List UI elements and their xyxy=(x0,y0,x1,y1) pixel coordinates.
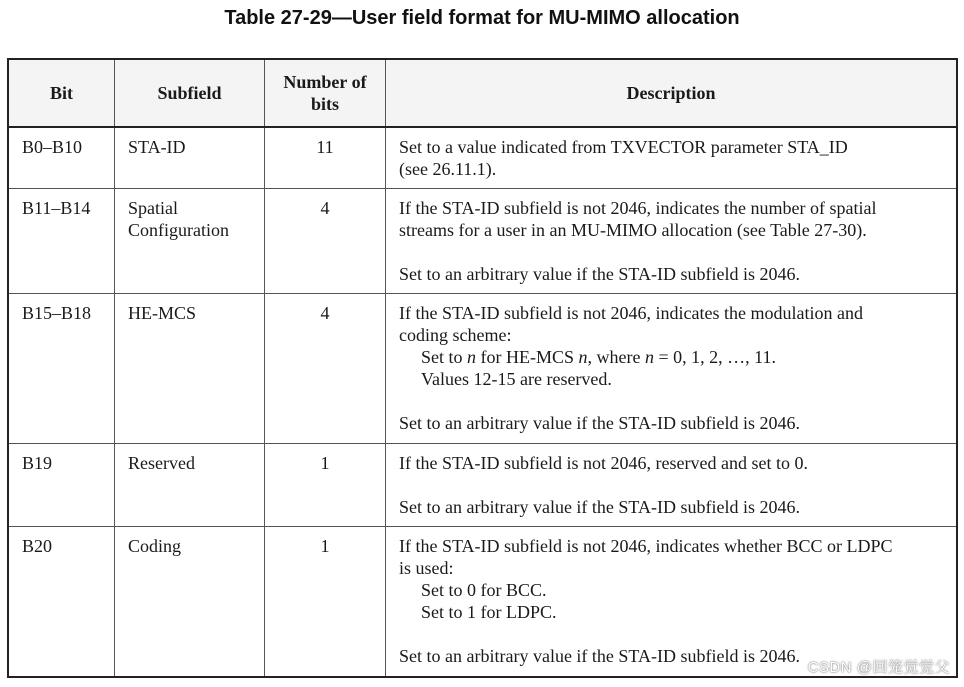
header-number-of-bits-line2: bits xyxy=(310,94,339,114)
header-subfield: Subfield xyxy=(115,60,265,128)
paragraph-gap xyxy=(399,623,946,645)
header-number-of-bits xyxy=(265,60,386,128)
desc-text: = 0, 1, 2, …, 11. xyxy=(654,346,776,367)
desc-line: If the STA-ID subfield is not 2046, indicates the number of spatial xyxy=(399,197,877,218)
cell-number-of-bits: 4 xyxy=(265,188,386,293)
cell-number-of-bits: 11 xyxy=(265,127,386,188)
desc-variable: n xyxy=(578,346,588,367)
desc-sub-item: Set to 0 for BCC. xyxy=(421,579,547,600)
cell-description xyxy=(386,188,957,293)
paragraph-gap xyxy=(399,390,946,412)
desc-line: (see 26.11.1). xyxy=(399,159,497,179)
desc-sub-item xyxy=(399,346,946,368)
cell-bit: B11–B14 xyxy=(9,188,115,293)
table-row xyxy=(9,526,957,676)
cell-description xyxy=(386,293,957,443)
cell-subfield: Reserved xyxy=(115,443,265,526)
desc-line: If the STA-ID subfield is not 2046, reserved and set to 0. xyxy=(399,452,808,473)
desc-text: Set to xyxy=(421,346,468,367)
cell-bit: B0–B10 xyxy=(9,127,115,188)
paragraph-gap xyxy=(399,474,946,496)
cell-subfield: HE-MCS xyxy=(115,293,265,443)
header-description: Description xyxy=(386,60,957,128)
table-row xyxy=(9,443,957,526)
desc-line: Set to an arbitrary value if the STA-ID subfield is 2046. xyxy=(399,645,800,666)
desc-sub-item: Values 12-15 are reserved. xyxy=(421,368,612,389)
cell-bit: B15–B18 xyxy=(9,293,115,443)
cell-description xyxy=(386,127,957,188)
header-row xyxy=(9,60,957,128)
table-row xyxy=(9,127,957,188)
desc-line: Set to an arbitrary value if the STA-ID subfield is 2046. xyxy=(399,263,800,284)
header-bit: Bit xyxy=(9,60,115,128)
desc-line: streams for a user in an MU-MIMO allocation (see Table 27-30). xyxy=(399,219,867,240)
table-body xyxy=(9,127,957,676)
subfield-line: Configuration xyxy=(128,219,229,240)
desc-text: , where xyxy=(587,346,645,367)
cell-subfield: STA-ID xyxy=(115,127,265,188)
table-caption: Table 27-29—User field format for MU-MIMO allocation xyxy=(224,7,740,29)
paragraph-gap xyxy=(399,241,946,263)
desc-line: Set to an arbitrary value if the STA-ID subfield is 2046. xyxy=(399,412,800,433)
table-row xyxy=(9,293,957,443)
cell-bit: B19 xyxy=(9,443,115,526)
watermark: CSDN @回笼觉觉父 xyxy=(807,659,950,676)
desc-line: is used: xyxy=(399,557,454,578)
cell-number-of-bits: 1 xyxy=(265,443,386,526)
cell-description xyxy=(386,443,957,526)
cell-description xyxy=(386,526,957,676)
desc-line: Set to an arbitrary value if the STA-ID subfield is 2046. xyxy=(399,496,800,517)
desc-line: If the STA-ID subfield is not 2046, indicates the modulation and xyxy=(399,302,863,323)
desc-variable: n xyxy=(645,346,654,367)
cell-number-of-bits: 4 xyxy=(265,293,386,443)
desc-line: coding scheme: xyxy=(399,324,512,345)
table-row xyxy=(9,188,957,293)
desc-variable: n xyxy=(467,346,477,367)
desc-line: If the STA-ID subfield is not 2046, indicates whether BCC or LDPC xyxy=(399,535,893,556)
desc-text: for HE-MCS xyxy=(476,346,579,367)
cell-number-of-bits: 1 xyxy=(265,526,386,676)
header-number-of-bits-line1: Number of xyxy=(283,72,367,92)
subfield-line: Spatial xyxy=(128,197,178,218)
cell-subfield: Coding xyxy=(115,526,265,676)
cell-bit: B20 xyxy=(9,526,115,676)
desc-sub-item: Set to 1 for LDPC. xyxy=(421,601,557,622)
user-field-format-table xyxy=(8,59,957,677)
cell-subfield xyxy=(115,188,265,293)
table-header xyxy=(9,60,957,128)
desc-line: Set to a value indicated from TXVECTOR parameter STA_ID xyxy=(399,137,848,157)
